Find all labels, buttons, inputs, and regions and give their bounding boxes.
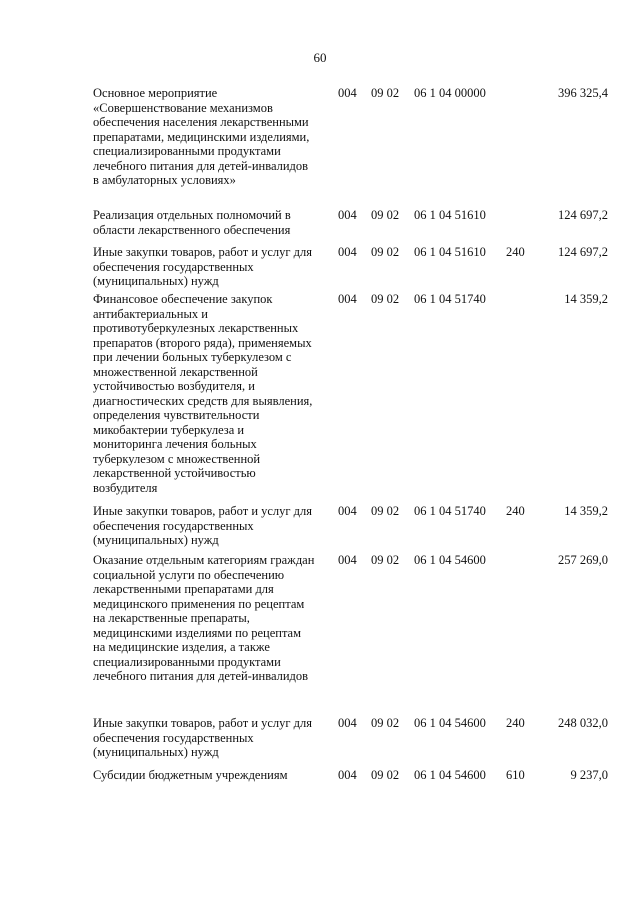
row-name: Реализация отдельных полномочий в области лекарственного обеспечения xyxy=(93,208,291,237)
admin-code: 004 xyxy=(338,292,357,306)
target-article-code: 06 1 04 51740 xyxy=(414,504,486,518)
admin-code: 004 xyxy=(338,86,357,100)
target-article-code: 06 1 04 51740 xyxy=(414,292,486,306)
expense-type-code: 240 xyxy=(506,716,525,730)
row-name: Иные закупки товаров, работ и услуг для обеспечения государственных (муниципальных) нужд xyxy=(93,716,313,759)
target-article-code: 06 1 04 00000 xyxy=(414,86,486,100)
section-code: 09 02 xyxy=(371,292,400,306)
section-code: 09 02 xyxy=(371,208,400,222)
expense-type-code: 240 xyxy=(506,504,525,518)
section-code: 09 02 xyxy=(371,716,400,730)
row-name: Иные закупки товаров, работ и услуг для обеспечения государственных (муниципальных) нужд xyxy=(93,245,313,288)
target-article-code: 06 1 04 54600 xyxy=(414,716,486,730)
admin-code: 004 xyxy=(338,245,357,259)
section-code: 09 02 xyxy=(371,504,400,518)
target-article-code: 06 1 04 54600 xyxy=(414,553,486,567)
row-name: Иные закупки товаров, работ и услуг для обеспечения государственных (муниципальных) нужд xyxy=(93,504,313,547)
section-code: 09 02 xyxy=(371,553,400,567)
admin-code: 004 xyxy=(338,208,357,222)
amount: 248 032,0 xyxy=(558,716,608,730)
amount: 257 269,0 xyxy=(558,553,608,567)
section-code: 09 02 xyxy=(371,768,400,782)
row-name: Основное мероприятие «Совершенствование механизмов обеспечения населения лекарственными препаратами, медицинскими изделиями, специализированными продуктами лечебного питания для детей-инвалидов в амбулаторных условиях» xyxy=(93,86,310,187)
target-article-code: 06 1 04 51610 xyxy=(414,245,486,259)
amount: 9 237,0 xyxy=(570,768,608,782)
amount: 14 359,2 xyxy=(564,292,608,306)
amount: 124 697,2 xyxy=(558,208,608,222)
expense-type-code: 240 xyxy=(506,245,525,259)
target-article-code: 06 1 04 51610 xyxy=(414,208,486,222)
row-name: Оказание отдельным категориям граждан социальной услуги по обеспечению лекарственными препаратами для медицинского применения по рецептам на лекарственные препараты, медицинскими изделиями по рецептам на медицинские изделия, а также специализированными продуктами лечебного питания для детей-инвалидов xyxy=(93,553,315,683)
target-article-code: 06 1 04 54600 xyxy=(414,768,486,782)
row-name: Финансовое обеспечение закупок антибактериальных и противотуберкулезных лекарственных препаратов (второго ряда), применяемых при лечении больных туберкулезом с множественной лекарственной устойчивостью возбудителя, и диагностических средств для выявления, определения чувствительности микобактерии туберкулеза и мониторинга лечения больных туберкулезом с множественной лекарственной устойчивостью возбудителя xyxy=(93,292,313,495)
admin-code: 004 xyxy=(338,716,357,730)
admin-code: 004 xyxy=(338,504,357,518)
expense-type-code: 610 xyxy=(506,768,525,782)
admin-code: 004 xyxy=(338,768,357,782)
amount: 396 325,4 xyxy=(558,86,608,100)
page-number: 60 xyxy=(313,50,327,65)
section-code: 09 02 xyxy=(371,245,400,259)
row-name: Субсидии бюджетным учреждениям xyxy=(93,768,288,782)
section-code: 09 02 xyxy=(371,86,400,100)
amount: 14 359,2 xyxy=(564,504,608,518)
admin-code: 004 xyxy=(338,553,357,567)
amount: 124 697,2 xyxy=(558,245,608,259)
